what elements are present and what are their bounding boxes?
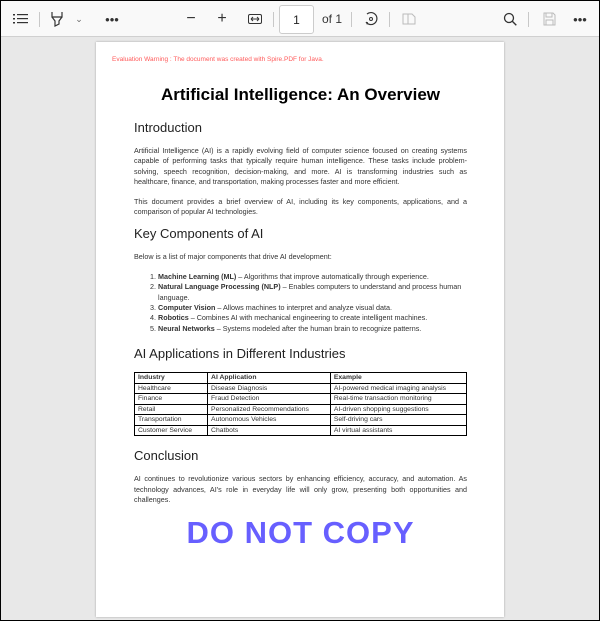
table-row — [135, 383, 467, 394]
cell: Autonomous Vehicles — [208, 415, 331, 426]
watermark: DO NOT COPY — [186, 514, 415, 550]
list-item — [158, 272, 467, 282]
more-icon[interactable]: ••• — [105, 11, 119, 27]
rotate-icon[interactable] — [361, 10, 381, 28]
cell: Real-time transaction monitoring — [330, 394, 466, 405]
highlight-icon[interactable] — [47, 10, 67, 28]
term: Computer Vision — [158, 303, 216, 313]
cell: AI-powered medical imaging analysis — [330, 383, 466, 394]
applications-table — [134, 372, 467, 436]
table-header-row — [135, 373, 467, 384]
pdf-viewer — [1, 1, 599, 620]
more-icon[interactable]: ••• — [573, 11, 587, 27]
conclusion-paragraph: AI continues to revolutionize various sectors by enhancing efficiency, accuracy, and automation. As technology advances, AI's role in everyday life will only grow, presenting both opportunities and challenges. — [134, 474, 467, 505]
cell: Healthcare — [135, 383, 208, 394]
save-icon[interactable] — [539, 10, 559, 28]
toolbar — [1, 1, 599, 37]
heading-key-components: Key Components of AI — [134, 226, 264, 242]
list-item — [158, 303, 467, 313]
desc: – Systems modeled after the human brain to recognize patterns. — [214, 323, 422, 333]
contents-icon[interactable] — [11, 10, 31, 28]
intro-paragraph: Artificial Intelligence (AI) is a rapidly evolving field of computer science focused on creating systems capable of performing tasks that typically require human intelligence. These tasks include problem-solving, speech recognition, decision-making, and more. AI is transforming industries such as healthcare, finance, and transportation, making processes faster and more efficient. — [134, 146, 467, 187]
desc: – Allows machines to interpret and analyze visual data. — [215, 303, 392, 313]
term: Robotics — [158, 313, 189, 323]
chevron-down-icon[interactable]: ⌄ — [75, 13, 83, 24]
components-list — [134, 272, 467, 334]
term: Natural Language Processing (NLP) — [158, 282, 281, 292]
cell: Personalized Recommendations — [208, 404, 331, 415]
fit-width-icon[interactable] — [245, 10, 265, 28]
cell: Transportation — [135, 415, 208, 426]
list-item — [158, 313, 467, 323]
cell: Fraud Detection — [208, 394, 331, 405]
zoom-in-icon[interactable]: + — [217, 10, 227, 27]
cell: AI virtual assistants — [330, 425, 466, 436]
page-total: of 1 — [321, 12, 342, 26]
cell: Chatbots — [208, 425, 331, 436]
components-intro: Below is a list of major components that drive AI development: — [134, 252, 332, 262]
zoom-out-icon[interactable]: − — [186, 10, 196, 27]
intro-paragraph: This document provides a brief overview of AI, including its key components, applications, and a comparison of popular AI technologies. — [134, 196, 467, 217]
table-row — [135, 415, 467, 426]
table-row — [135, 425, 467, 436]
cell: Self-driving cars — [330, 415, 466, 426]
desc: – Combines AI with mechanical engineering to create intelligent machines. — [188, 313, 428, 323]
col-header: AI Application — [208, 373, 331, 384]
desc: – Enables computers to understand and process human language. — [158, 282, 462, 302]
term: Machine Learning (ML) — [158, 271, 237, 281]
page-number: 1 — [293, 12, 300, 27]
cell: Finance — [135, 394, 208, 405]
col-header: Example — [330, 373, 466, 384]
term: Neural Networks — [158, 323, 215, 333]
list-item — [158, 282, 467, 303]
cell: Disease Diagnosis — [208, 383, 331, 394]
pdf-page — [96, 42, 504, 617]
cell: AI-driven shopping suggestions — [330, 404, 466, 415]
search-icon[interactable] — [500, 10, 520, 28]
desc: – Algorithms that improve automatically through experience. — [236, 271, 429, 281]
document-title: Artificial Intelligence: An Overview — [160, 85, 440, 104]
table-row — [135, 404, 467, 415]
heading-introduction: Introduction — [134, 120, 202, 135]
heading-applications: AI Applications in Different Industries — [134, 346, 346, 362]
cell: Customer Service — [135, 425, 208, 436]
table-row — [135, 394, 467, 405]
page-number-input[interactable] — [279, 5, 314, 34]
col-header: Industry — [135, 373, 208, 384]
heading-conclusion: Conclusion — [134, 448, 199, 464]
two-page-icon[interactable] — [399, 10, 419, 28]
cell: Retail — [135, 404, 208, 415]
list-item — [158, 324, 467, 334]
evaluation-warning: Evaluation Warning : The document was created with Spire.PDF for Java. — [112, 56, 324, 63]
